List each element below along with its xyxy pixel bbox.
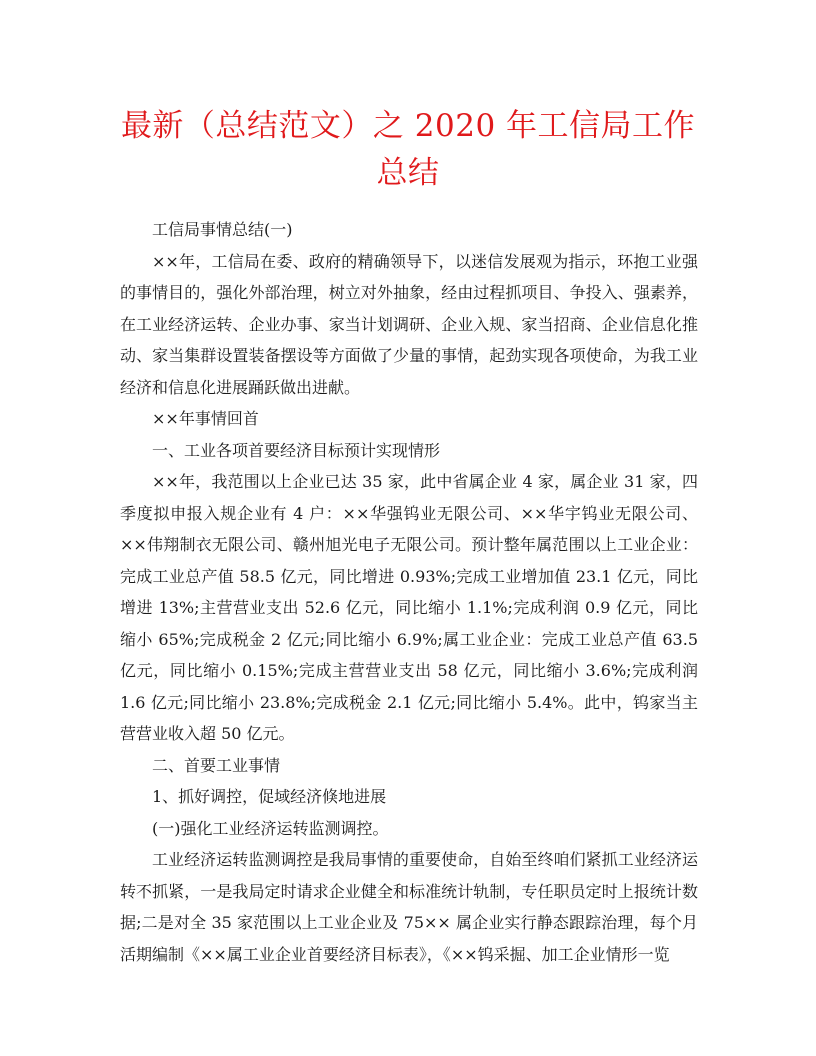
subsection-heading: (一)强化工业经济运转监测调控。 bbox=[152, 818, 389, 838]
body-paragraph: ××年，我范围以上企业已达 35 家，此中省属企业 4 家，属企业 31 家，四季度拟申报入规企业有 4 户：××华强钨业无限公司、××华宇钨业无限公司、××伟翔制衣无限公司、赣州旭光电子无限公司。预计整年属范围以上工业企业：完成工业总产值 58.5 亿元，同比增进 0.93%;完成工业增加值 23.1 亿元，同比增进 13%;主营营业支出 52.6 亿元，同比缩小 1.1%;完成利润 0.9 亿元，同比缩小 65%;完成税金 2 亿元;同比缩小 6.9%;属工业企业：完成工业总产值 63.5 亿元，同比缩小 0.15%;完成主营营业支出 58 亿元，同比缩小 3.6%;完成利润 1.6 亿元;同比缩小 23.8%;完成税金 2.1 亿元;同比缩小 5.4%。此中，钨家当主营营业收入超 50 亿元。 bbox=[120, 472, 698, 743]
title-line-1: 最新（总结范文）之 2020 年工信局工作 bbox=[120, 108, 696, 144]
section-heading: ××年事情回首 bbox=[152, 409, 259, 428]
section-heading: 二、首要工业事情 bbox=[152, 755, 281, 775]
document-title bbox=[100, 103, 716, 197]
document-body bbox=[120, 214, 698, 970]
body-paragraph: ××年，工信局在委、政府的精确领导下，以迷信发展观为指示，环抱工业强的事情目的，强化外部治理，树立对外抽象，经由过程抓项目、争投入、强素养，在工业经济运转、企业办事、家当计划调研、企业入规、家当招商、企业信息化推动、家当集群设置装备摆设等方面做了少量的事情，起劲实现各项使命，为我工业经济和信息化进展踊跃做出进献。 bbox=[120, 251, 698, 397]
body-paragraph: 工业经济运转监测调控是我局事情的重要使命，自始至终咱们紧抓工业经济运转不抓紧，一是我局定时请求企业健全和标准统计轨制，专任职员定时上报统计数据;二是对全 35 家范围以上工业企业及 75×× 属企业实行静态跟踪治理，每个月活期编制《××属工业企业首要经济目标表》，《××钨采掘、加工企业情形一览 bbox=[120, 850, 698, 964]
section-heading: 工信局事情总结(一) bbox=[152, 220, 293, 239]
title-line-2: 总结 bbox=[376, 155, 440, 191]
subsection-heading: 1、抓好调控，促域经济倏地进展 bbox=[152, 787, 387, 806]
section-heading: 一、工业各项首要经济目标预计实现情形 bbox=[152, 440, 441, 460]
